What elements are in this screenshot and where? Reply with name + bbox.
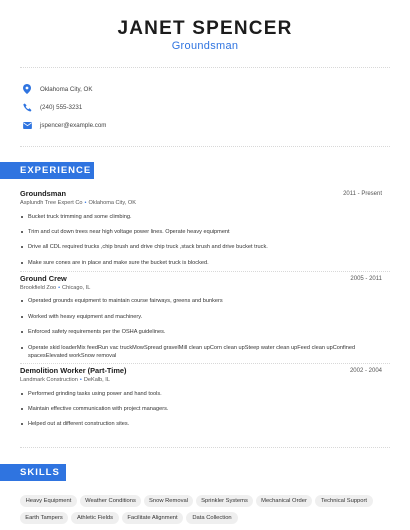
map-pin-icon xyxy=(22,84,32,94)
job-company: Brookfield Zoo xyxy=(20,285,57,291)
contact-phone xyxy=(22,101,82,113)
job-company: Asplundh Tree Expert Co xyxy=(20,200,83,206)
job-location: Chicago, IL xyxy=(62,285,91,291)
skill-chip: Heavy Equipment xyxy=(20,495,77,507)
job-bullet: Operate skid loaderMix feedRun vac truckMowSpread gravelMill clean upCorn clean upSteep water clean upFeed clean upConfined spacesElevated workSnow removal xyxy=(20,344,382,360)
job-bullet: Performed grinding tasks using power and hand tools. xyxy=(20,390,382,398)
skill-chip: Snow Removal xyxy=(144,495,193,507)
divider xyxy=(20,67,390,68)
skill-chip: Data Collection xyxy=(186,512,238,524)
candidate-name: JANET SPENCER xyxy=(117,18,293,39)
job-dates: 2011 - Present xyxy=(343,191,382,197)
job-bullet: Bucket truck trimming and some climbing. xyxy=(20,213,382,221)
job-title: Groundsman xyxy=(20,189,66,198)
skill-chip: Athletic Fields xyxy=(71,512,119,524)
email-text[interactable]: jspencer@example.com xyxy=(40,121,107,129)
job-title: Demolition Worker (Part-Time) xyxy=(20,366,127,375)
contact-location xyxy=(22,83,93,95)
skill-chip: Sprinkler Systems xyxy=(196,495,253,507)
job-dates: 2002 - 2004 xyxy=(349,368,382,374)
skill-chip: Mechanical Order xyxy=(256,495,312,507)
job-bullet: Trim and cut down trees near high voltage power lines. Operate heavy equipment xyxy=(20,228,382,236)
section-skills-header: SKILLS xyxy=(0,464,66,481)
job-employer xyxy=(20,285,90,291)
job-employer xyxy=(20,377,110,383)
divider xyxy=(20,363,390,364)
job-bullet: Helped out at different construction sites. xyxy=(20,420,382,428)
divider xyxy=(20,271,390,272)
skill-chip: Earth Tampers xyxy=(20,512,68,524)
job-bullet: Operated grounds equipment to maintain course fairways, greens and bunkers xyxy=(20,297,382,305)
job-employer xyxy=(20,200,136,206)
job-bullet: Worked with heavy equipment and machinery. xyxy=(20,313,382,321)
contact-email[interactable] xyxy=(22,119,106,131)
candidate-title: Groundsman xyxy=(171,40,239,52)
job-location: Oklahoma City, OK xyxy=(88,200,136,206)
job-bullet: Make sure cones are in place and make sure the bucket truck is blocked. xyxy=(20,259,382,267)
phone-text: (240) 555-3231 xyxy=(40,103,83,111)
section-experience-header: EXPERIENCE xyxy=(0,162,94,179)
divider xyxy=(20,447,390,448)
job-bullet: Enforced safety requirements per the OSHA guidelines. xyxy=(20,328,382,336)
separator-dot: • xyxy=(79,377,82,383)
job-bullet: Drive all CDL required trucks ,chip brush and drive chip truck ,stack brush and drive bucket truck. xyxy=(20,243,382,251)
job-dates: 2005 - 2011 xyxy=(350,276,382,282)
job-location: DeKalb, IL xyxy=(83,377,110,383)
phone-icon xyxy=(22,102,32,112)
skill-chip: Technical Support xyxy=(315,495,373,507)
job-company: Landmark Construction xyxy=(20,377,78,383)
skill-chip: Facilitate Alignment xyxy=(122,512,183,524)
divider xyxy=(20,146,390,147)
separator-dot: • xyxy=(58,285,61,291)
job-bullet: Maintain effective communication with project managers. xyxy=(20,405,382,413)
location-text: Oklahoma City, OK xyxy=(40,85,93,93)
mail-icon xyxy=(22,120,32,130)
job-title: Ground Crew xyxy=(20,274,67,283)
skill-chip: Weather Conditions xyxy=(80,495,141,507)
separator-dot: • xyxy=(84,200,87,206)
